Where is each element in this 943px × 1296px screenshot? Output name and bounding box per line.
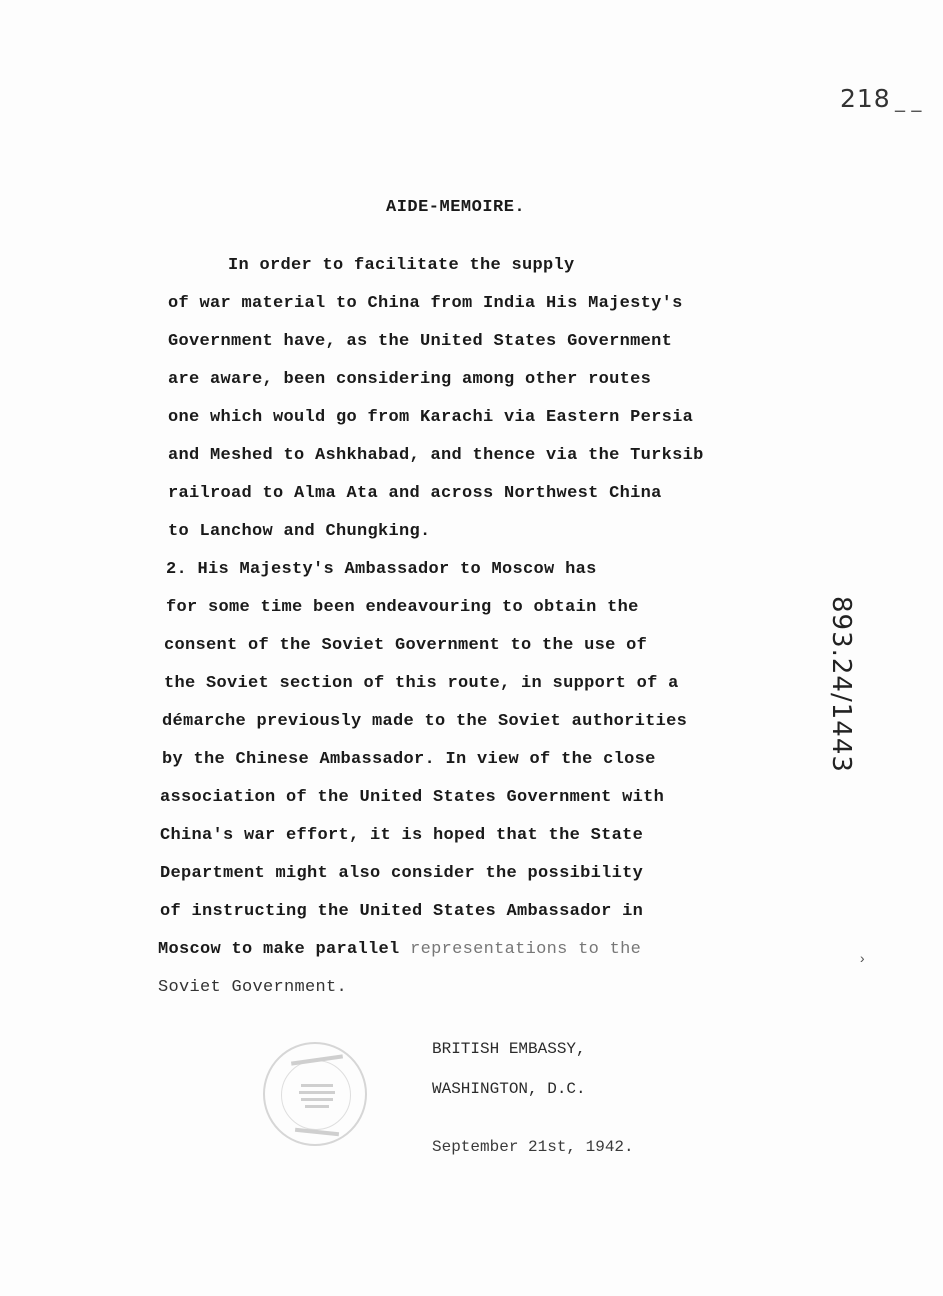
body-line: are aware, been considering among other routes bbox=[168, 370, 652, 389]
body-line: association of the United States Government with bbox=[160, 788, 665, 807]
body-line: China's war effort, it is hoped that the State bbox=[160, 826, 644, 845]
signature-location: WASHINGTON, D.C. bbox=[432, 1080, 586, 1098]
document-title: AIDE-MEMOIRE. bbox=[386, 198, 526, 217]
body-line: railroad to Alma Ata and across Northwest China bbox=[168, 484, 662, 503]
body-line: of war material to China from India His Majesty's bbox=[168, 294, 683, 313]
body-line-faded-text: representations to the bbox=[410, 940, 642, 959]
body-line: of instructing the United States Ambassador in bbox=[160, 902, 644, 921]
page-number-dash: _ _ bbox=[895, 88, 922, 112]
body-line: 2. His Majesty's Ambassador to Moscow has bbox=[166, 560, 597, 579]
margin-mark: › bbox=[858, 952, 867, 968]
body-line: for some time been endeavouring to obtain the bbox=[166, 598, 639, 617]
body-line: one which would go from Karachi via Eastern Persia bbox=[168, 408, 694, 427]
body-line: consent of the Soviet Government to the use of bbox=[164, 636, 648, 655]
page-number: 218 bbox=[840, 84, 891, 113]
body-line: and Meshed to Ashkhabad, and thence via the Turksib bbox=[168, 446, 704, 465]
signature-embassy: BRITISH EMBASSY, bbox=[432, 1040, 586, 1058]
body-line: by the Chinese Ambassador. In view of the close bbox=[162, 750, 656, 769]
body-line-text: Moscow to make parallel bbox=[158, 940, 400, 959]
body-line bbox=[158, 940, 641, 959]
archives-stamp-icon bbox=[263, 1042, 367, 1146]
body-line: In order to facilitate the supply bbox=[228, 256, 575, 275]
file-number-annotation: 893.24/1443 bbox=[826, 596, 856, 773]
body-line: Department might also consider the possibility bbox=[160, 864, 644, 883]
body-last-line: Soviet Government. bbox=[158, 978, 348, 997]
body-line: to Lanchow and Chungking. bbox=[168, 522, 431, 541]
body-line: démarche previously made to the Soviet authorities bbox=[162, 712, 688, 731]
archives-stamp-graphic bbox=[265, 1044, 369, 1148]
document-date: September 21st, 1942. bbox=[432, 1138, 634, 1156]
body-line: Government have, as the United States Government bbox=[168, 332, 673, 351]
body-line: the Soviet section of this route, in support of a bbox=[164, 674, 679, 693]
